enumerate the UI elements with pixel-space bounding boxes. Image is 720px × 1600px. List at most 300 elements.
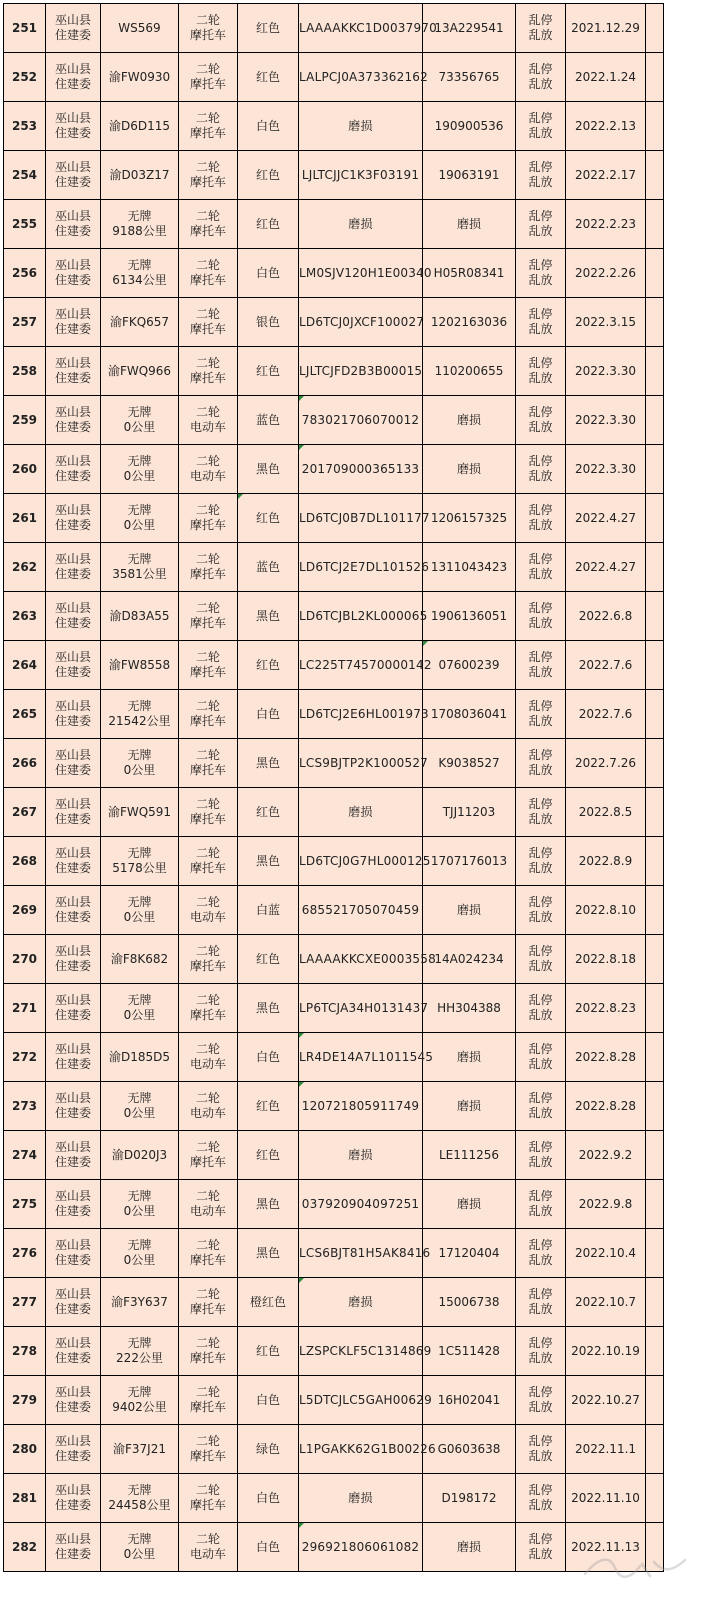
plate-cell [101,1327,179,1376]
plate-line: 0公里 [123,763,156,777]
plate-cell [101,837,179,886]
plate-cell [101,1425,179,1474]
reason-cell [516,837,566,886]
vehicle-type-line: 摩托车 [189,77,226,91]
plate-line: 0公里 [123,1008,156,1022]
date-cell: 2022.10.27 [566,1376,646,1425]
department-line: 住建委 [54,1547,91,1561]
date-cell: 2022.7.6 [566,690,646,739]
reason-line: 乱放 [528,959,553,973]
blank-cell [646,396,664,445]
row-number-cell: 269 [4,886,46,935]
reason-cell [516,1033,566,1082]
department-line: 巫山县 [54,1042,91,1056]
reason-line: 乱放 [528,1253,553,1267]
reason-line: 乱停 [528,1287,553,1301]
vehicle-type-cell [179,1131,238,1180]
vehicle-type-cell [179,739,238,788]
row-number-cell: 251 [4,4,46,53]
blank-cell [646,445,664,494]
date-cell: 2022.10.4 [566,1229,646,1278]
table-row [4,1474,664,1523]
department-line: 巫山县 [54,846,91,860]
blank-cell [646,249,664,298]
table-row [4,102,664,151]
department-line: 巫山县 [54,160,91,174]
engine-number-cell: G0603638 [423,1425,516,1474]
plate-cell [101,347,179,396]
date-cell: 2022.11.1 [566,1425,646,1474]
vin-cell: LD6TCJ0JXCF100027 [299,298,423,347]
vehicle-type-cell [179,1523,238,1572]
plate-line: 渝F37J21 [113,1441,166,1456]
reason-cell [516,1229,566,1278]
date-cell: 2022.6.8 [566,592,646,641]
department-line: 巫山县 [54,601,91,615]
vehicle-type-cell [179,1229,238,1278]
date-cell: 2022.2.26 [566,249,646,298]
vehicle-color-cell: 黑色 [238,445,299,494]
vin-cell: LD6TCJ0G7HL000125 [299,837,423,886]
department-line: 住建委 [54,1498,91,1512]
vehicle-color-cell: 绿色 [238,1425,299,1474]
plate-line: 无牌 [127,846,152,860]
table-row [4,494,664,543]
vin-cell: LD6TCJ0B7DL101177 [299,494,423,543]
vehicle-color-cell: 白色 [238,1033,299,1082]
reason-line: 乱停 [528,1483,553,1497]
department-line: 巫山县 [54,258,91,272]
reason-cell [516,102,566,151]
department-cell [46,53,101,102]
department-line: 住建委 [54,1106,91,1120]
department-cell [46,1229,101,1278]
vehicle-type-cell [179,788,238,837]
department-cell [46,543,101,592]
vehicle-color-cell: 红色 [238,494,299,543]
vehicle-color-cell: 红色 [238,1131,299,1180]
reason-line: 乱停 [528,944,553,958]
table-body [4,4,664,1572]
reason-line: 乱放 [528,1547,553,1561]
table-row [4,298,664,347]
engine-number-cell: 1906136051 [423,592,516,641]
department-cell [46,445,101,494]
department-cell [46,886,101,935]
row-number-cell: 254 [4,151,46,200]
row-number-cell: 261 [4,494,46,543]
vehicle-type-line: 电动车 [189,469,226,483]
reason-cell [516,1474,566,1523]
department-cell [46,641,101,690]
plate-line: 渝FWQ966 [107,363,172,378]
vehicle-type-cell [179,543,238,592]
date-cell: 2022.9.8 [566,1180,646,1229]
plate-line: 0公里 [123,518,156,532]
table-row [4,837,664,886]
reason-line: 乱停 [528,503,553,517]
reason-cell [516,1376,566,1425]
plate-cell [101,592,179,641]
vehicle-type-line: 摩托车 [189,665,226,679]
vehicle-type-line: 二轮 [195,1189,220,1203]
plate-line: 0公里 [123,1106,156,1120]
date-cell: 2021.12.29 [566,4,646,53]
reason-cell [516,739,566,788]
blank-cell [646,53,664,102]
table-row [4,396,664,445]
vehicle-type-cell [179,886,238,935]
vehicle-color-cell: 蓝色 [238,396,299,445]
department-cell [46,984,101,1033]
vin-cell: LAAAAKKCXE0003558 [299,935,423,984]
plate-line: 21542公里 [108,714,171,728]
vehicle-color-cell: 白色 [238,102,299,151]
row-number-cell: 260 [4,445,46,494]
reason-line: 乱放 [528,1351,553,1365]
department-line: 住建委 [54,28,91,42]
engine-number-cell: 1202163036 [423,298,516,347]
vin-cell: 磨损 [299,1474,423,1523]
vin-cell: 磨损 [299,200,423,249]
vehicle-type-line: 摩托车 [189,175,226,189]
row-number-cell: 276 [4,1229,46,1278]
table-row [4,1278,664,1327]
vehicle-type-line: 二轮 [195,895,220,909]
reason-cell [516,4,566,53]
department-cell [46,396,101,445]
reason-line: 乱停 [528,1189,553,1203]
reason-cell [516,1278,566,1327]
row-number-cell: 280 [4,1425,46,1474]
blank-cell [646,690,664,739]
reason-cell [516,1180,566,1229]
vehicle-color-cell: 黑色 [238,984,299,1033]
row-number-cell: 281 [4,1474,46,1523]
vehicle-color-cell: 红色 [238,4,299,53]
vin-cell: LC225T74570000142 [299,641,423,690]
vehicle-type-line: 摩托车 [189,1302,226,1316]
table-row [4,886,664,935]
reason-line: 乱放 [528,175,553,189]
blank-cell [646,102,664,151]
reason-cell [516,1523,566,1572]
table-row [4,935,664,984]
reason-line: 乱放 [528,1057,553,1071]
plate-line: 渝D185D5 [108,1049,171,1064]
row-number-cell: 273 [4,1082,46,1131]
reason-cell [516,641,566,690]
plate-line: 无牌 [127,1532,152,1546]
vehicle-type-line: 摩托车 [189,1351,226,1365]
engine-number-cell: K9038527 [423,739,516,788]
vin-cell: LCS9BJTP2K1000527 [299,739,423,788]
department-cell [46,1278,101,1327]
department-line: 住建委 [54,959,91,973]
reason-cell [516,298,566,347]
vehicle-type-line: 二轮 [195,503,220,517]
vin-cell: 磨损 [299,1278,423,1327]
department-line: 住建委 [54,1008,91,1022]
row-number-cell: 272 [4,1033,46,1082]
vehicle-type-line: 二轮 [195,1336,220,1350]
vehicle-type-line: 二轮 [195,1091,220,1105]
department-line: 住建委 [54,1253,91,1267]
date-cell: 2022.3.30 [566,396,646,445]
plate-cell [101,690,179,739]
reason-line: 乱放 [528,273,553,287]
vehicle-type-cell [179,1180,238,1229]
vehicle-type-cell [179,1327,238,1376]
reason-line: 乱停 [528,160,553,174]
reason-line: 乱放 [528,1155,553,1169]
vehicle-type-line: 摩托车 [189,273,226,287]
reason-cell [516,1327,566,1376]
date-cell: 2022.8.9 [566,837,646,886]
vehicle-type-line: 二轮 [195,160,220,174]
engine-number-cell: 190900536 [423,102,516,151]
plate-cell [101,543,179,592]
plate-cell [101,4,179,53]
table-row [4,1327,664,1376]
vehicle-type-line: 二轮 [195,258,220,272]
reason-line: 乱放 [528,28,553,42]
vehicle-type-line: 二轮 [195,356,220,370]
department-line: 巫山县 [54,748,91,762]
department-cell [46,298,101,347]
row-number-cell: 267 [4,788,46,837]
department-line: 住建委 [54,518,91,532]
engine-number-cell: 磨损 [423,445,516,494]
department-line: 住建委 [54,1449,91,1463]
department-line: 巫山县 [54,1140,91,1154]
vehicle-type-line: 摩托车 [189,812,226,826]
vehicle-color-cell: 蓝色 [238,543,299,592]
vehicle-type-line: 二轮 [195,748,220,762]
blank-cell [646,837,664,886]
department-line: 住建委 [54,665,91,679]
vehicle-type-cell [179,396,238,445]
plate-line: 渝FWQ591 [107,804,172,819]
row-number-cell: 253 [4,102,46,151]
department-line: 巫山县 [54,1483,91,1497]
engine-number-cell: 磨损 [423,1033,516,1082]
reason-line: 乱放 [528,910,553,924]
vehicle-type-cell [179,4,238,53]
vehicle-type-line: 二轮 [195,405,220,419]
row-number-cell: 271 [4,984,46,1033]
department-cell [46,102,101,151]
department-line: 巫山县 [54,1532,91,1546]
vehicle-type-line: 电动车 [189,420,226,434]
vehicle-color-cell: 银色 [238,298,299,347]
plate-cell [101,739,179,788]
reason-cell [516,494,566,543]
reason-line: 乱停 [528,454,553,468]
reason-line: 乱放 [528,224,553,238]
vin-cell: LD6TCJBL2KL000065 [299,592,423,641]
engine-number-cell: TJJ11203 [423,788,516,837]
plate-line: 9188公里 [112,224,167,238]
plate-cell [101,298,179,347]
engine-number-cell: 07600239 [423,641,516,690]
reason-line: 乱放 [528,469,553,483]
department-cell [46,1082,101,1131]
vehicle-type-line: 二轮 [195,62,220,76]
vehicle-type-cell [179,1376,238,1425]
plate-line: 渝D6D115 [108,118,171,133]
table-row [4,592,664,641]
department-line: 住建委 [54,910,91,924]
plate-cell [101,1229,179,1278]
table-row [4,1523,664,1572]
reason-line: 乱停 [528,1042,553,1056]
date-cell: 2022.10.19 [566,1327,646,1376]
reason-cell [516,151,566,200]
table-row [4,1033,664,1082]
vehicle-color-cell: 黑色 [238,592,299,641]
plate-cell [101,788,179,837]
plate-cell [101,200,179,249]
table-row [4,788,664,837]
department-cell [46,788,101,837]
plate-line: 无牌 [127,993,152,1007]
reason-line: 乱停 [528,601,553,615]
vin-cell: 120721805911749 [299,1082,423,1131]
department-cell [46,592,101,641]
table-row [4,641,664,690]
date-cell: 2022.2.17 [566,151,646,200]
vehicle-type-cell [179,102,238,151]
engine-number-cell: 磨损 [423,1523,516,1572]
plate-line: 无牌 [127,895,152,909]
vehicle-type-cell [179,347,238,396]
engine-number-cell: 15006738 [423,1278,516,1327]
reason-line: 乱停 [528,62,553,76]
plate-line: 渝FW8558 [108,657,171,672]
vehicle-type-cell [179,53,238,102]
department-line: 巫山县 [54,1189,91,1203]
vin-cell: LP6TCJA34H0131437 [299,984,423,1033]
row-number-cell: 256 [4,249,46,298]
department-line: 住建委 [54,714,91,728]
blank-cell [646,1033,664,1082]
vin-cell: 783021706070012 [299,396,423,445]
reason-line: 乱放 [528,861,553,875]
blank-cell [646,1229,664,1278]
date-cell: 2022.4.27 [566,543,646,592]
plate-line: 渝D83A55 [109,608,170,623]
engine-number-cell: LE111256 [423,1131,516,1180]
table-row [4,53,664,102]
vehicle-type-line: 二轮 [195,552,220,566]
plate-cell [101,445,179,494]
vehicle-type-line: 电动车 [189,1547,226,1561]
engine-number-cell: 13A229541 [423,4,516,53]
plate-cell [101,1131,179,1180]
department-line: 巫山县 [54,1434,91,1448]
table-row [4,151,664,200]
department-line: 住建委 [54,420,91,434]
row-number-cell: 264 [4,641,46,690]
reason-line: 乱放 [528,1449,553,1463]
table-row [4,347,664,396]
date-cell: 2022.8.28 [566,1082,646,1131]
plate-line: 0公里 [123,420,156,434]
plate-cell [101,494,179,543]
department-cell [46,1131,101,1180]
vehicle-type-line: 摩托车 [189,1155,226,1169]
department-line: 住建委 [54,616,91,630]
date-cell: 2022.10.7 [566,1278,646,1327]
vehicle-color-cell: 白色 [238,690,299,739]
date-cell: 2022.11.10 [566,1474,646,1523]
engine-number-cell: 17120404 [423,1229,516,1278]
row-number-cell: 274 [4,1131,46,1180]
date-cell: 2022.7.26 [566,739,646,788]
department-line: 住建委 [54,1400,91,1414]
engine-number-cell: H05R08341 [423,249,516,298]
vehicle-type-cell [179,1278,238,1327]
vehicle-type-cell [179,592,238,641]
row-number-cell: 282 [4,1523,46,1572]
department-cell [46,935,101,984]
row-number-cell: 278 [4,1327,46,1376]
vehicle-type-line: 摩托车 [189,1253,226,1267]
plate-cell [101,1278,179,1327]
blank-cell [646,1278,664,1327]
plate-line: 无牌 [127,1091,152,1105]
date-cell: 2022.1.24 [566,53,646,102]
engine-number-cell: 14A024234 [423,935,516,984]
vehicle-type-line: 二轮 [195,993,220,1007]
vehicle-type-line: 二轮 [195,797,220,811]
reason-line: 乱停 [528,748,553,762]
date-cell: 2022.3.15 [566,298,646,347]
date-cell: 2022.4.27 [566,494,646,543]
table-row [4,1425,664,1474]
vin-cell: LM0SJV120H1E00340 [299,249,423,298]
plate-cell [101,102,179,151]
plate-line: WS569 [118,20,161,35]
department-line: 巫山县 [54,1287,91,1301]
plate-cell [101,1082,179,1131]
table-row [4,543,664,592]
reason-line: 乱放 [528,665,553,679]
department-cell [46,1376,101,1425]
vehicle-type-line: 二轮 [195,307,220,321]
row-number-cell: 259 [4,396,46,445]
vehicle-type-line: 二轮 [195,601,220,615]
plate-cell [101,1523,179,1572]
vehicle-type-line: 二轮 [195,454,220,468]
department-line: 巫山县 [54,797,91,811]
blank-cell [646,151,664,200]
reason-cell [516,396,566,445]
reason-line: 乱放 [528,1498,553,1512]
vehicle-type-line: 二轮 [195,1385,220,1399]
date-cell: 2022.3.30 [566,347,646,396]
vehicle-type-cell [179,1474,238,1523]
row-number-cell: 275 [4,1180,46,1229]
department-line: 住建委 [54,175,91,189]
reason-line: 乱停 [528,1238,553,1252]
reason-cell [516,935,566,984]
vin-cell: LJLTCJJC1K3F03191 [299,151,423,200]
department-line: 巫山县 [54,209,91,223]
department-line: 住建委 [54,469,91,483]
vehicle-type-cell [179,445,238,494]
